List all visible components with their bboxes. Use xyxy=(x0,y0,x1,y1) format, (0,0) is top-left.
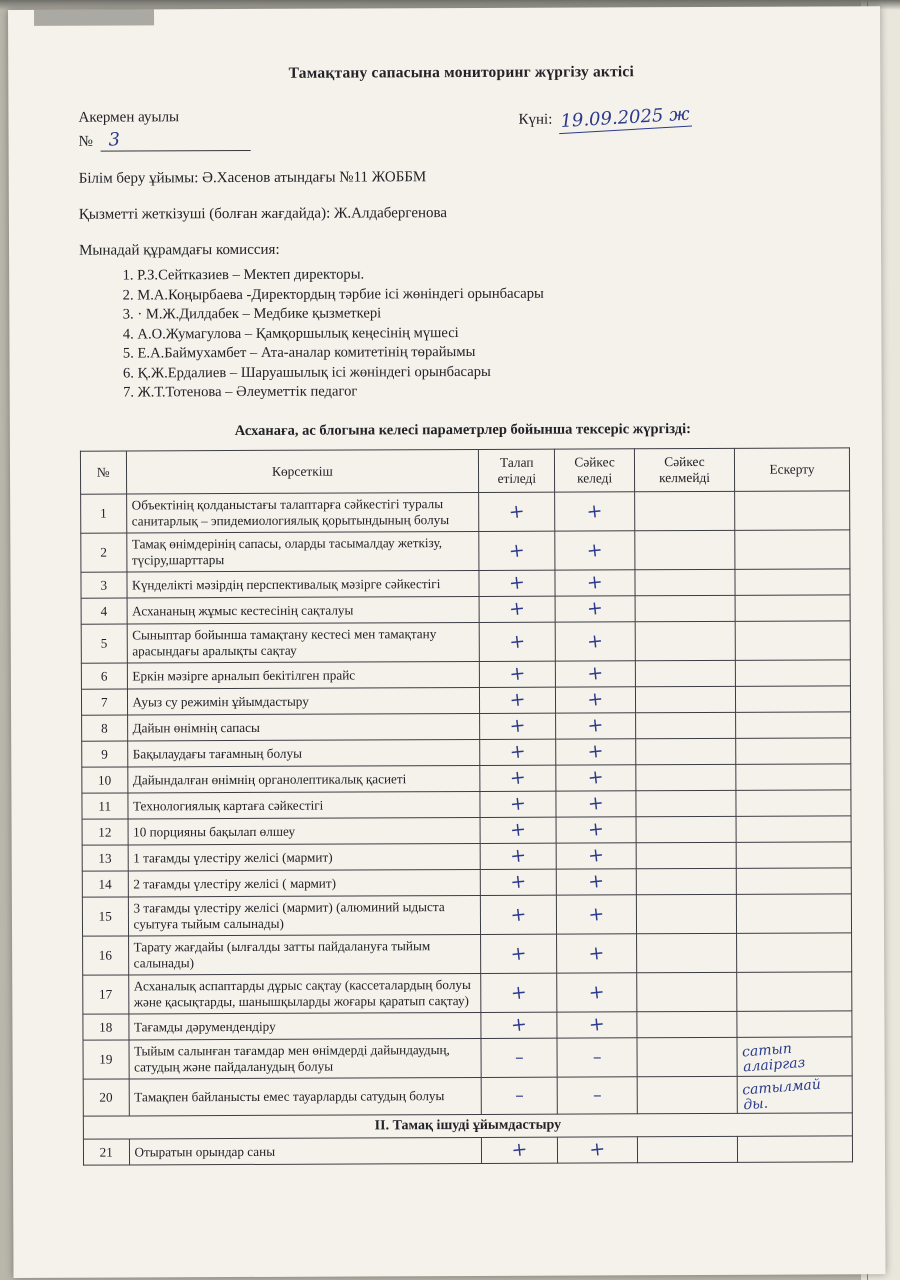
row-number: 21 xyxy=(83,1139,129,1165)
row-conforms-mark: + xyxy=(587,941,606,965)
number-underline xyxy=(101,129,251,152)
table-row xyxy=(83,1011,852,1040)
organization-line: Білім беру ұйымы: Ә.Хасенов атындағы №11 ЖОББМ xyxy=(78,169,427,187)
row-conforms-mark: + xyxy=(586,791,606,816)
row-conforms-mark: + xyxy=(586,596,605,621)
row-not-conforms xyxy=(636,712,736,738)
row-not-conforms xyxy=(635,686,735,712)
row-note xyxy=(736,712,851,739)
row-conforms-mark: + xyxy=(587,869,606,894)
row-conforms-mark: – xyxy=(593,1084,602,1105)
row-number: 17 xyxy=(83,975,129,1014)
row-required-mark: + xyxy=(509,902,528,927)
row-conforms-mark: + xyxy=(586,765,606,790)
table-section-row xyxy=(83,1113,852,1139)
row-conforms-mark: + xyxy=(587,902,606,926)
row-number: 12 xyxy=(82,819,128,845)
header-number: № xyxy=(80,451,126,494)
header-indicator: Көрсеткіш xyxy=(126,449,479,494)
row-number: 3 xyxy=(81,572,127,598)
row-required-mark: + xyxy=(508,570,527,595)
row-not-conforms xyxy=(635,660,735,686)
row-note xyxy=(736,842,851,869)
row-note xyxy=(736,790,851,817)
table-row xyxy=(81,491,850,533)
row-required-mark: + xyxy=(510,1012,529,1037)
row-number: 10 xyxy=(82,767,128,793)
row-not-conforms xyxy=(637,1037,737,1076)
row-number: 4 xyxy=(81,598,127,624)
header-not-conforms: Сәйкес келмейді xyxy=(634,448,734,491)
row-note xyxy=(737,1011,852,1038)
row-required-mark: + xyxy=(509,843,528,868)
row-note xyxy=(737,972,852,1012)
row-indicator: Сыныптар бойынша тамақтану кестесі мен тамақтану арасындағы аралықты сақтау xyxy=(127,622,480,663)
row-indicator: Күнделікті мәзірдің перспективалық мәзірге сәйкестігі xyxy=(126,570,479,598)
table-row xyxy=(82,842,851,871)
row-indicator: Технологиялық картаға сәйкестігі xyxy=(127,791,480,819)
row-indicator: 3 тағамды үлестіру желісі (мармит) (алюминий ыдыста суытуға тыйым салынады) xyxy=(128,895,481,936)
commission-member: 4. А.О.Жумагулова – Қамқоршылық кеңесінің мүшесі xyxy=(137,323,845,343)
row-conforms-mark: + xyxy=(586,739,605,764)
row-required-mark: + xyxy=(509,980,529,1005)
header-required: Талап етіледі xyxy=(479,449,555,492)
row-not-conforms xyxy=(637,1136,737,1162)
row-conforms-mark: + xyxy=(586,661,605,686)
row-number: 15 xyxy=(82,897,128,936)
row-required-mark: – xyxy=(515,1047,524,1068)
row-number: 6 xyxy=(81,663,127,689)
row-note xyxy=(735,569,850,596)
row-note-handwritten: сатылмай ды. xyxy=(741,1076,822,1114)
table-row xyxy=(82,816,851,845)
row-not-conforms xyxy=(637,1011,737,1037)
commission-title: Мынадай құрамдағы комиссия: xyxy=(79,241,280,259)
row-number: 18 xyxy=(83,1014,129,1040)
row-note xyxy=(735,491,850,531)
date-label: Күні: xyxy=(518,111,553,128)
row-required-mark: + xyxy=(507,538,527,563)
table-row xyxy=(82,868,851,897)
row-number: 1 xyxy=(81,494,127,533)
table-row xyxy=(82,894,851,936)
row-indicator: 10 порцияны бақылап өлшеу xyxy=(128,817,481,845)
provider-line: Қызметті жеткізуші (болған жағдайда): Ж.Алдабергенова xyxy=(78,205,448,223)
row-number: 2 xyxy=(81,533,127,572)
row-indicator: Тамақпен байланысты емес тауарларды сатудың болуы xyxy=(129,1077,482,1116)
row-note xyxy=(735,530,850,570)
commission-member: 1. Р.З.Сейтказиев – Мектеп директоры. xyxy=(137,264,845,284)
row-required-mark: + xyxy=(508,596,527,621)
row-indicator: Асханалық аспаптарды дұрыс сақтау (кассеталардың болуы және қасықтарды, шанышқыларды жоғары қаратып сақтау) xyxy=(128,973,481,1014)
commission-member: 2. М.А.Коңырбаева -Директордың тәрбие ісі жөніндегі орынбасары xyxy=(137,284,845,304)
inspection-table xyxy=(80,447,853,1165)
row-conforms-mark: + xyxy=(587,1012,607,1037)
row-note xyxy=(735,660,850,687)
table-row xyxy=(83,972,852,1014)
row-number: 16 xyxy=(83,936,129,975)
commission-member: · 3. М.Ж.Дилдабек – Медбике қызметкері xyxy=(137,303,845,323)
row-indicator: Дайындалған өнімнің органолептикалық қасиеті xyxy=(127,765,480,793)
row-indicator: Тарату жағдайы (ылғалды затты пайдалануға тыйым салынады) xyxy=(128,934,481,975)
row-indicator: Бақылаудағы тағамның болуы xyxy=(127,739,480,767)
row-conforms-mark: + xyxy=(587,843,606,868)
table-row xyxy=(83,1037,852,1079)
date-value-handwritten: 19.09.2025 ж xyxy=(558,104,692,135)
table-header-row xyxy=(80,448,849,494)
row-required-mark: + xyxy=(509,817,528,842)
table-row xyxy=(81,569,850,598)
row-number: 5 xyxy=(81,624,127,663)
row-note xyxy=(735,595,850,622)
row-indicator: Тыйым салынған тағамдар мен өнімдерді дайындаудың, сатудың және пайдаланудың болуы xyxy=(128,1038,481,1079)
row-not-conforms xyxy=(637,1076,737,1113)
row-required-mark: + xyxy=(508,687,527,712)
row-required-mark: + xyxy=(509,791,528,816)
village-name: Акермен ауылы xyxy=(78,109,180,126)
row-number: 7 xyxy=(81,689,127,715)
inspection-table-caption: Асханаға, ас блогына келесі параметрлер бойынша тексеріс жүргізді: xyxy=(234,421,691,440)
row-not-conforms xyxy=(636,764,736,790)
table-row xyxy=(81,530,850,572)
row-indicator: Тағамды дәрумендендіру xyxy=(128,1012,481,1040)
table-row xyxy=(83,1076,852,1116)
row-conforms-mark: + xyxy=(586,687,605,712)
table-row xyxy=(82,712,851,741)
row-conforms-mark: + xyxy=(587,980,606,1004)
row-number: 20 xyxy=(83,1079,129,1116)
village-and-date-row xyxy=(78,103,844,132)
row-note xyxy=(736,764,851,791)
row-indicator: Объектінің қолданыстағы талаптарға сәйкестігі туралы санитарлық – эпидемиологиялық қорытындының болуы xyxy=(126,492,479,533)
table-row xyxy=(83,1136,852,1165)
row-number: 9 xyxy=(82,741,128,767)
row-not-conforms xyxy=(636,816,736,842)
row-required-mark: + xyxy=(508,629,527,654)
commission-member: 5. Е.А.Баймухамбет – Ата-аналар комитетінің төрайымы xyxy=(137,342,845,362)
row-number: 8 xyxy=(82,715,128,741)
row-note xyxy=(736,738,851,765)
row-conforms-mark: + xyxy=(585,570,605,595)
row-number: 11 xyxy=(82,793,128,819)
row-note xyxy=(736,686,851,713)
commission-member: 6. Қ.Ж.Ердалиев – Шаруашылық ісі жөніндегі орынбасары xyxy=(138,362,846,382)
table-row xyxy=(83,933,852,975)
row-required-mark: + xyxy=(508,765,528,790)
commission-member: 7. Ж.Т.Тотенова – Әлеуметтік педагог xyxy=(138,381,846,401)
row-not-conforms xyxy=(635,530,735,569)
row-required-mark: + xyxy=(509,869,528,894)
row-note-handwritten: сатып алаіргаз xyxy=(741,1040,806,1076)
row-required-mark: + xyxy=(508,661,527,686)
row-number: 19 xyxy=(83,1040,129,1079)
table-row xyxy=(82,738,851,767)
number-label: № xyxy=(78,133,93,150)
row-note xyxy=(736,816,851,843)
row-conforms-mark: + xyxy=(586,713,605,738)
row-note xyxy=(736,894,851,934)
act-document-sheet xyxy=(8,6,886,1278)
row-indicator: Асхананың жұмыс кестесінің сақталуы xyxy=(127,596,480,624)
row-conforms-mark: + xyxy=(585,499,604,523)
row-indicator: Еркін мәзірге арналып бекітілген прайс xyxy=(127,661,480,689)
row-note xyxy=(737,933,852,973)
table-row xyxy=(81,660,850,689)
row-not-conforms xyxy=(636,868,736,894)
table-row xyxy=(82,764,851,793)
row-not-conforms xyxy=(637,972,737,1011)
document-number-row xyxy=(79,126,845,151)
row-conforms-mark: + xyxy=(586,629,605,653)
row-required-mark: + xyxy=(509,941,528,966)
row-not-conforms xyxy=(635,595,735,621)
row-not-conforms xyxy=(635,491,735,530)
row-indicator: Дайын өнімнің сапасы xyxy=(127,713,480,741)
row-number: 13 xyxy=(82,845,128,871)
page-title: Тамақтану сапасына мониторинг жүргізу актісі xyxy=(288,63,635,82)
row-indicator: 1 тағамды үлестіру желісі (мармит) xyxy=(128,843,481,871)
row-not-conforms xyxy=(636,790,736,816)
table-row xyxy=(81,621,850,663)
row-not-conforms xyxy=(635,569,735,595)
row-required-mark: + xyxy=(508,713,527,738)
section-title: ІІ. Тамақ ішуді ұйымдастыру xyxy=(83,1113,852,1139)
date-label-group xyxy=(518,103,691,132)
number-value-handwritten: 3 xyxy=(108,129,121,151)
table-row xyxy=(81,595,850,624)
row-indicator: 2 тағамды үлестіру желісі ( мармит) xyxy=(128,869,481,897)
row-note xyxy=(737,1136,852,1163)
row-not-conforms xyxy=(636,842,736,868)
table-row xyxy=(81,686,850,715)
row-not-conforms xyxy=(635,621,735,660)
row-not-conforms xyxy=(636,738,736,764)
row-not-conforms xyxy=(636,894,736,933)
header-note: Ескерту xyxy=(734,448,849,492)
row-indicator: Тамақ өнімдерінің сапасы, оларды тасымалдау жеткізу, түсіру,шарттары xyxy=(126,531,479,572)
table-row xyxy=(82,790,851,819)
row-indicator: Отыратын орындар саны xyxy=(129,1137,482,1165)
row-conforms-mark: + xyxy=(588,1137,607,1162)
row-number: 14 xyxy=(82,871,128,897)
row-required-mark: + xyxy=(507,499,526,524)
row-note xyxy=(735,621,850,661)
row-conforms-mark: + xyxy=(587,817,606,842)
header-conforms: Сәйкес келеді xyxy=(555,449,635,492)
commission-members-list xyxy=(79,264,846,401)
row-required-mark: + xyxy=(510,1137,529,1162)
row-note xyxy=(736,868,851,895)
row-indicator: Ауыз су режимін ұйымдастыру xyxy=(127,687,480,715)
row-required-mark: + xyxy=(508,739,528,764)
row-conforms-mark: – xyxy=(592,1046,602,1067)
row-required-mark: – xyxy=(515,1085,524,1106)
row-conforms-mark: + xyxy=(585,538,605,562)
row-not-conforms xyxy=(637,933,737,972)
